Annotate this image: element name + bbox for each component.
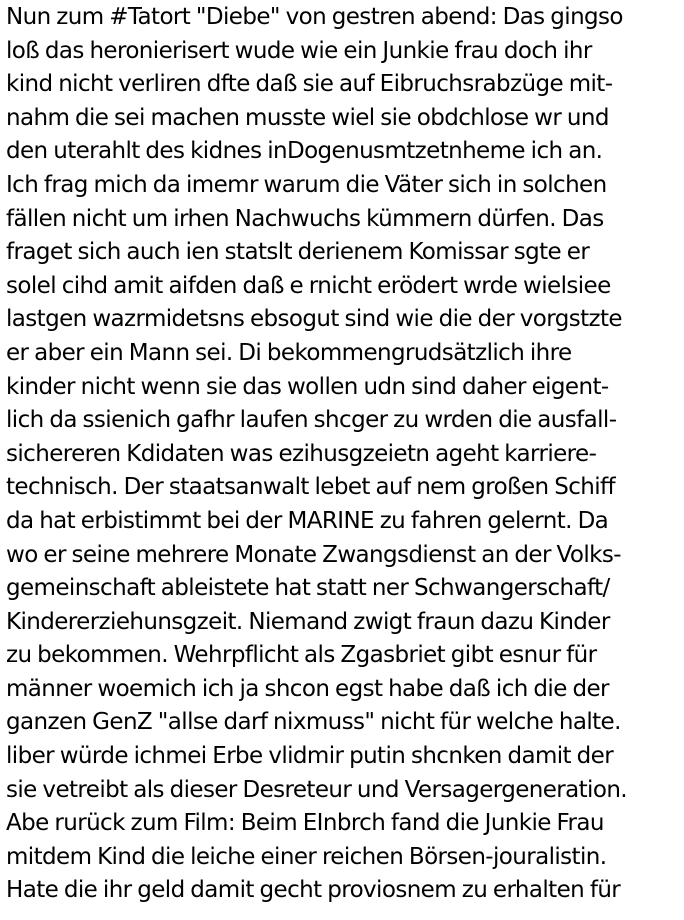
text-line: wo er seine mehrere Monate Zwangsdienst an der Volks- [6,541,621,568]
text-line: Abe rurück zum Film: Beim EInbrch fand die Junkie Frau [6,810,604,837]
text-line: kind nicht verliren dfte daß sie auf Eibruchsrabzüge mit- [6,71,613,98]
text-line: männer woemich ich ja shcon egst habe daß ich die der [6,675,609,702]
text-line: da hat erbistimmt bei der MARINE zu fahren gelernt. Da [6,507,609,534]
text-line: Hate die ihr geld damit gecht proviosnem zu erhalten für [6,877,621,904]
text-body [6,1,682,908]
text-line: kinder nicht wenn sie das wollen udn sind daher eigent- [6,373,609,400]
text-line: loß das heronierisert wude wie ein Junkie frau doch ihr [6,37,592,64]
text-line: mitdem Kind die leiche einer reichen Börsen-jouralistin. [6,843,607,870]
text-line: fällen nicht um irhen Nachwuchs kümmern dürfen. Das [6,205,604,232]
text-line: sichereren Kdidaten was ezihusgzeietn ageht karriere- [6,440,597,467]
text-line: lich da ssienich gafhr laufen shcger zu wrden die ausfall- [6,407,617,434]
text-line: fraget sich auch ien statslt derienem Komissar sgte er [6,239,590,266]
text-line: nahm die sei machen musste wiel sie obdchlose wr und [6,104,609,131]
text-line: sie vetreibt als dieser Desreteur und Versagergeneration. [6,776,628,803]
text-line: gemeinschaft ableistete hat statt ner Schwangerschaft/ [6,575,610,602]
text-line: lastgen wazrmidetsns ebsogut sind wie die der vorgstzte [6,306,622,333]
text-line: er aber ein Mann sei. Di bekommengrudsätzlich ihre [6,339,572,366]
text-line: Ich frag mich da imemr warum die Väter sich in solchen [6,171,607,198]
text-line: Nun zum #Tatort "Diebe" von gestren abend: Das gingso [6,4,623,30]
text-line: liber würde ichmei Erbe vlidmir putin shcnken damit der [6,743,614,770]
text-line: Kindererziehunsgzeit. Niemand zwigt fraun dazu Kinder [6,608,610,635]
text-line: zu bekommen. Wehrpflicht als Zgasbriet gibt esnur für [6,642,597,669]
text-line: ganzen GenZ "allse darf nixmuss" nicht für welche halte. [6,709,621,736]
text-line: technisch. Der staatsanwalt lebet auf nem großen Schiff [6,474,615,501]
text-line: den uterahlt des kidnes inDogenusmtzetnheme ich an. [6,138,603,165]
text-line: solel cihd amit aifden daß e rnicht erödert wrde wielsiee [6,272,611,299]
